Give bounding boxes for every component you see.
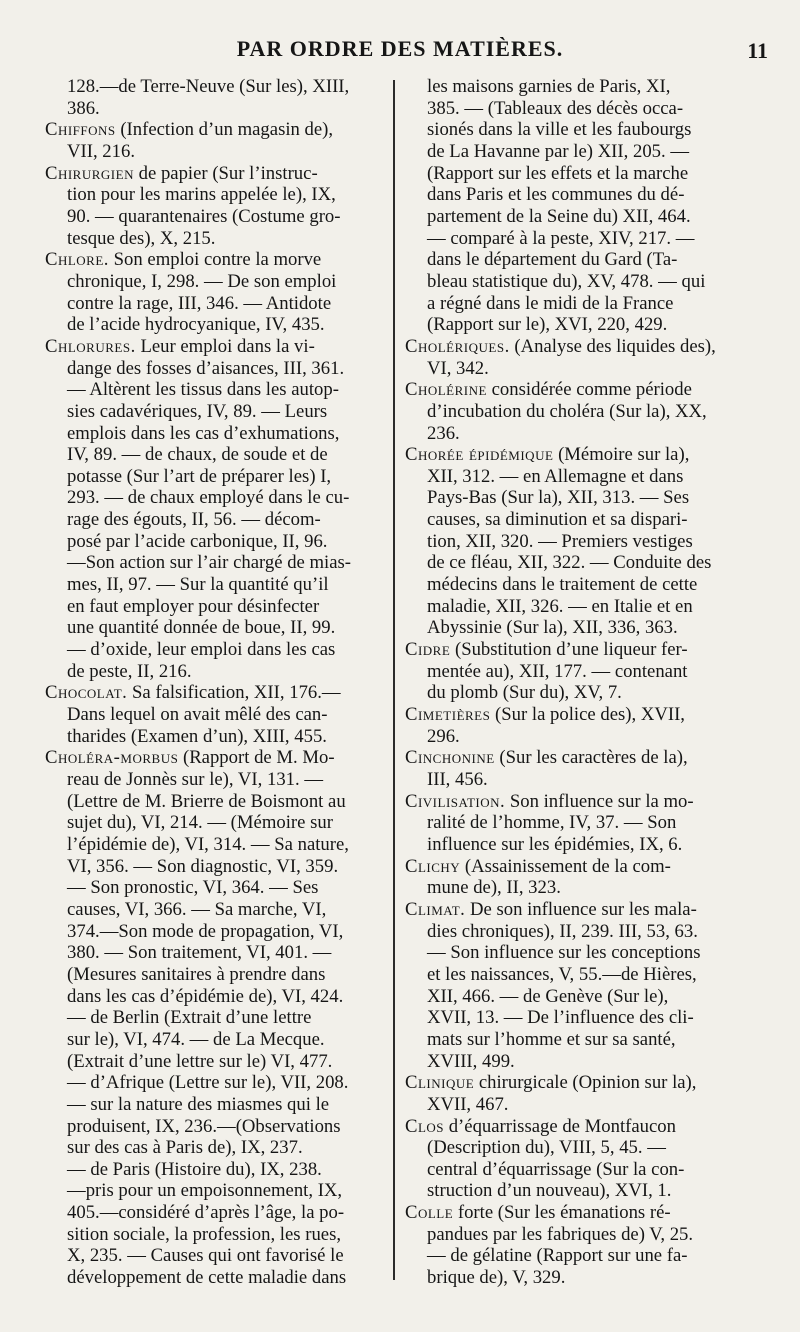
entry-line — [405, 552, 763, 574]
entry-line — [405, 1116, 763, 1138]
entry-line — [45, 141, 395, 163]
entry-text: (Assainissement de la com- — [460, 855, 671, 877]
entry-line — [405, 1267, 763, 1289]
entry-text: de l’acide hydrocyanique, IV, 435. — [67, 314, 325, 336]
entry-line — [45, 1007, 395, 1029]
entry-text: sur le), VI, 474. — de La Mecque. — [67, 1028, 325, 1050]
entry-text: développement de cette maladie dans — [67, 1267, 347, 1289]
entry-line — [45, 596, 395, 618]
entry-text: produisent, IX, 236.—(Observations — [67, 1115, 341, 1137]
left-column — [45, 76, 395, 1289]
entry-line — [405, 596, 763, 618]
entry-line — [405, 726, 763, 748]
entry-text: — de Paris (Histoire du), IX, 238. — [67, 1158, 322, 1180]
entry-text: —pris pour un empoisonnement, IX, — [67, 1180, 343, 1202]
entry-line — [405, 899, 763, 921]
entry-text: struction d’un nouveau), XVI, 1. — [427, 1180, 672, 1202]
entry-text: X, 235. — Causes qui ont favorisé le — [67, 1245, 344, 1267]
index-entry — [45, 336, 395, 683]
entry-text: 293. — de chaux employé dans le cu- — [67, 487, 350, 509]
entry-line — [45, 271, 395, 293]
entry-line — [45, 1245, 395, 1267]
entry-line — [405, 856, 763, 878]
index-entry — [45, 76, 395, 119]
entry-text: de ce fléau, XII, 322. — Conduite des — [427, 552, 712, 574]
entry-headword: Clinique — [405, 1072, 475, 1094]
entry-headword: Chiffons — [45, 119, 116, 141]
index-entry — [405, 639, 763, 704]
entry-line — [45, 769, 395, 791]
entry-line — [405, 487, 763, 509]
entry-text: (Rapport sur les effets et la marche — [427, 162, 689, 184]
entry-line — [405, 509, 763, 531]
entry-text: central d’équarrissage (Sur la con- — [427, 1158, 685, 1180]
entry-headword: Colle — [405, 1202, 454, 1224]
entry-text: emplois dans les cas d’exhumations, — [67, 422, 340, 444]
entry-headword: Chlore. — [45, 249, 109, 271]
entry-text: influence sur les épidémies, IX, 6. — [427, 833, 683, 855]
entry-text: maladie, XII, 326. — en Italie et en — [427, 595, 693, 617]
entry-line — [405, 682, 763, 704]
index-entry — [405, 704, 763, 747]
index-entry — [405, 444, 763, 639]
entry-text: (Rapport de M. Mo- — [178, 747, 335, 769]
entry-line — [45, 76, 395, 98]
page-header — [0, 32, 800, 72]
index-entry — [405, 336, 763, 379]
entry-text: 385. — (Tableaux des décès occa- — [427, 97, 684, 119]
entry-line — [45, 531, 395, 553]
index-entry — [45, 119, 395, 162]
entry-headword: Chocolat. — [45, 682, 128, 704]
entry-line — [45, 466, 395, 488]
entry-text: potasse (Sur l’art de préparer les) I, — [67, 465, 332, 487]
entry-line — [405, 163, 763, 185]
entry-text: bleau statistique du), XV, 478. — qui — [427, 270, 706, 292]
entry-line — [405, 76, 763, 98]
entry-text: chirurgicale (Opinion sur la), — [474, 1072, 697, 1094]
entry-line — [45, 163, 395, 185]
entry-line — [45, 379, 395, 401]
entry-line — [45, 1137, 395, 1159]
entry-line — [45, 358, 395, 380]
entry-line — [405, 531, 763, 553]
entry-line — [405, 1202, 763, 1224]
entry-text: de peste, II, 216. — [67, 660, 192, 682]
entry-line — [405, 444, 763, 466]
entry-text: tesque des), X, 215. — [67, 227, 216, 249]
entry-text: — sur la nature des miasmes qui le — [67, 1093, 330, 1115]
entry-text: de La Havanne par le) XII, 205. — — [427, 140, 690, 162]
entry-line — [405, 119, 763, 141]
index-entry — [45, 747, 395, 1288]
entry-line — [405, 921, 763, 943]
entry-text: mentée au), XII, 177. — contenant — [427, 660, 688, 682]
entry-line — [45, 899, 395, 921]
entry-line — [405, 791, 763, 813]
entry-line — [45, 184, 395, 206]
entry-line — [405, 184, 763, 206]
entry-line — [405, 379, 763, 401]
entry-line — [45, 942, 395, 964]
entry-line — [45, 1267, 395, 1289]
entry-text: (Lettre de M. Brierre de Boismont au — [67, 790, 346, 812]
entry-text: III, 456. — [427, 769, 488, 790]
entry-text: l’épidémie de), VI, 314. — Sa nature, — [67, 833, 349, 855]
entry-text: tion, XII, 320. — Premiers vestiges — [427, 530, 693, 552]
entry-text: d’incubation du choléra (Sur la), XX, — [427, 400, 707, 422]
entry-text: — Son pronostic, VI, 364. — Ses — [67, 877, 319, 899]
entry-line — [405, 336, 763, 358]
index-entry — [45, 249, 395, 336]
entry-text: Abyssinie (Sur la), XII, 336, 363. — [427, 617, 678, 639]
entry-text: sies cadavériques, IV, 89. — Leurs — [67, 400, 328, 422]
entry-line — [405, 423, 763, 445]
entry-line — [405, 1051, 763, 1073]
entry-line — [405, 1094, 763, 1116]
entry-text: dans le département du Gard (Ta- — [427, 249, 678, 271]
entry-line — [45, 487, 395, 509]
entry-line — [45, 812, 395, 834]
entry-text: dange des fosses d’aisances, III, 361. — [67, 357, 345, 379]
right-column — [405, 76, 763, 1289]
entry-line — [405, 1224, 763, 1246]
entry-text: (Mesures sanitaires à prendre dans — [67, 963, 326, 985]
entry-line — [45, 293, 395, 315]
entry-headword: Chlorures. — [45, 335, 136, 357]
entry-text: 90. — quarantenaires (Costume gro- — [67, 205, 341, 227]
entry-line — [45, 661, 395, 683]
entry-text: chronique, I, 298. — De son emploi — [67, 270, 337, 292]
entry-text: dans Paris et les communes du dé- — [427, 184, 685, 206]
entry-text: (Extrait d’une lettre sur le) VI, 477. — [67, 1050, 333, 1072]
entry-text: partement de la Seine du) XII, 464. — [427, 205, 691, 227]
entry-headword: Cidre — [405, 639, 451, 661]
entry-text: dans les cas d’épidémie de), VI, 424. — [67, 985, 344, 1007]
entry-line — [405, 617, 763, 639]
entry-text: mes, II, 97. — Sur la quantité qu’il — [67, 574, 329, 596]
entry-line — [45, 206, 395, 228]
entry-text: (Analyse des liquides des), — [509, 335, 716, 357]
entry-line — [45, 1202, 395, 1224]
entry-headword: Cinchonine — [405, 747, 495, 769]
entry-text: du plomb (Sur du), XV, 7. — [427, 682, 622, 704]
entry-text: forte (Sur les émanations ré- — [453, 1202, 671, 1224]
entry-text: XII, 466. — de Genève (Sur le), — [427, 985, 669, 1007]
entry-line — [405, 704, 763, 726]
entry-line — [405, 812, 763, 834]
entry-line — [45, 552, 395, 574]
index-entry — [45, 163, 395, 250]
entry-headword: Civilisation. — [405, 790, 506, 812]
index-entry — [405, 379, 763, 444]
entry-line — [405, 834, 763, 856]
entry-line — [45, 423, 395, 445]
entry-text: (Description du), VIII, 5, 45. — — [427, 1137, 666, 1159]
entry-line — [405, 466, 763, 488]
entry-text: dies chroniques), II, 239. III, 53, 63. — [427, 920, 698, 942]
entry-line — [405, 228, 763, 250]
entry-text: mune de), II, 323. — [427, 877, 561, 899]
entry-line — [405, 747, 763, 769]
entry-text: — de Berlin (Extrait d’une lettre — [67, 1007, 312, 1029]
entry-text: tion pour les marins appelée le), IX, — [67, 184, 336, 206]
index-entry — [405, 1202, 763, 1289]
entry-line — [45, 791, 395, 813]
entry-text: VII, 216. — [67, 140, 135, 162]
entry-line — [45, 639, 395, 661]
entry-line — [45, 964, 395, 986]
entry-line — [405, 249, 763, 271]
index-entry — [405, 856, 763, 899]
entry-text: Leur emploi dans la vi- — [135, 335, 315, 357]
entry-text: (Rapport sur le), XVI, 220, 429. — [427, 314, 668, 336]
entry-text: sujet du), VI, 214. — (Mémoire sur — [67, 812, 333, 834]
entry-text: tharides (Examen d’un), XIII, 455. — [67, 725, 327, 747]
entry-text: et les naissances, V, 55.—de Hières, — [427, 963, 697, 985]
page-number: 11 — [747, 38, 768, 63]
entry-text: Sa falsification, XII, 176.— — [127, 682, 341, 704]
entry-line — [45, 704, 395, 726]
entry-line — [405, 271, 763, 293]
entry-text: (Substitution d’une liqueur fer- — [450, 639, 688, 661]
entry-text: pandues par les fabriques de) V, 25. — [427, 1223, 694, 1245]
entry-text: VI, 356. — Son diagnostic, VI, 359. — [67, 855, 339, 877]
entry-headword: Cholériques. — [405, 335, 510, 357]
entry-line — [405, 877, 763, 899]
entry-text: XVIII, 499. — [427, 1050, 515, 1072]
entry-text: XVII, 467. — [427, 1093, 509, 1115]
entry-line — [405, 942, 763, 964]
entry-headword: Cimetières — [405, 704, 491, 726]
entry-text: causes, sa diminution et sa dispari- — [427, 509, 688, 531]
entry-line — [45, 574, 395, 596]
entry-line — [405, 1159, 763, 1181]
entry-line — [45, 1094, 395, 1116]
entry-headword: Choléra-morbus — [45, 747, 179, 769]
entry-text: reau de Jonnès sur le), VI, 131. — — [67, 769, 324, 790]
entry-text: (Sur les caractères de la), — [494, 747, 688, 769]
entry-text: — d’oxide, leur emploi dans les cas — [67, 639, 336, 661]
entry-text: — Son influence sur les conceptions — [427, 942, 701, 964]
entry-line — [405, 1007, 763, 1029]
entry-line — [405, 1180, 763, 1202]
entry-line — [405, 661, 763, 683]
entry-headword: Chirurgien — [45, 162, 134, 184]
entry-line — [45, 1029, 395, 1051]
entry-line — [45, 1180, 395, 1202]
entry-text: —Son action sur l’air chargé de mias- — [67, 552, 352, 574]
entry-line — [45, 617, 395, 639]
entry-line — [45, 119, 395, 141]
entry-text: causes, VI, 366. — Sa marche, VI, — [67, 898, 327, 920]
entry-text: Son emploi contre la morve — [108, 249, 322, 271]
entry-text: sur des cas à Paris de), IX, 237. — [67, 1137, 303, 1159]
entry-headword: Climat. — [405, 898, 466, 920]
entry-text: Dans lequel on avait mêlé des can- — [67, 704, 328, 726]
entry-headword: Cholérine — [405, 379, 487, 401]
entry-text: de papier (Sur l’instruc- — [133, 162, 318, 184]
entry-line — [405, 639, 763, 661]
entry-text: 128.—de Terre-Neuve (Sur les), XIII, — [67, 76, 350, 97]
entry-line — [45, 509, 395, 531]
index-entry — [405, 76, 763, 336]
entry-line — [45, 1051, 395, 1073]
entry-text: 405.—considéré d’après l’âge, la po- — [67, 1202, 345, 1224]
entry-text: ralité de l’homme, IV, 37. — Son — [427, 812, 677, 834]
entry-line — [405, 1029, 763, 1051]
index-entry — [405, 1116, 763, 1203]
entry-text: a régné dans le midi de la France — [427, 292, 674, 314]
index-entry — [405, 1072, 763, 1115]
entry-line — [405, 986, 763, 1008]
entry-line — [405, 769, 763, 791]
entry-text: une quantité donnée de boue, II, 99. — [67, 617, 336, 639]
entry-text: contre la rage, III, 346. — Antidote — [67, 292, 332, 314]
entry-line — [405, 401, 763, 423]
entry-line — [45, 98, 395, 120]
entry-line — [45, 726, 395, 748]
entry-line — [405, 141, 763, 163]
entry-text: — d’Afrique (Lettre sur le), VII, 208. — [67, 1072, 349, 1094]
entry-text: les maisons garnies de Paris, XI, — [427, 76, 671, 97]
entry-text: posé par l’acide carbonique, II, 96. — [67, 530, 328, 552]
entry-text: 386. — [67, 97, 100, 119]
entry-text: VI, 342. — [427, 357, 489, 379]
index-entry — [405, 747, 763, 790]
entry-line — [45, 249, 395, 271]
entry-line — [45, 314, 395, 336]
entry-text: d’équarrissage de Montfaucon — [444, 1115, 676, 1137]
entry-line — [405, 293, 763, 315]
entry-text: — comparé à la peste, XIV, 217. — — [427, 227, 695, 249]
entry-line — [405, 574, 763, 596]
entry-line — [45, 228, 395, 250]
entry-line — [45, 834, 395, 856]
entry-text: mats sur l’homme et sur sa santé, — [427, 1028, 676, 1050]
entry-line — [45, 336, 395, 358]
entry-line — [405, 1245, 763, 1267]
entry-line — [45, 747, 395, 769]
entry-line — [45, 1224, 395, 1246]
index-entry — [45, 682, 395, 747]
entry-text: IV, 89. — de chaux, de soude et de — [67, 444, 328, 466]
entry-text: XVII, 13. — De l’influence des cli- — [427, 1007, 694, 1029]
entry-text: considérée comme période — [486, 379, 692, 401]
entry-line — [45, 856, 395, 878]
entry-text: 374.—Son mode de propagation, VI, — [67, 920, 344, 942]
entry-text: 236. — [427, 422, 460, 444]
entry-text: sition sociale, la profession, les rues, — [67, 1223, 342, 1245]
entry-line — [45, 1072, 395, 1094]
entry-text: — Altèrent les tissus dans les autop- — [67, 379, 339, 401]
entry-text: médecins dans le traitement de cette — [427, 574, 698, 596]
entry-text: rage des égouts, II, 56. — décom- — [67, 509, 321, 531]
entry-text: 380. — Son traitement, VI, 401. — — [67, 942, 332, 964]
running-title: PAR ORDRE DES MATIÈRES. — [236, 36, 564, 61]
entry-headword: Clos — [405, 1115, 445, 1137]
entry-line — [45, 1116, 395, 1138]
entry-text: Pays-Bas (Sur la), XII, 313. — Ses — [427, 487, 690, 509]
entry-text: — de gélatine (Rapport sur une fa- — [427, 1245, 688, 1267]
entry-text: (Mémoire sur la), — [553, 444, 690, 466]
entry-text: (Infection d’un magasin de), — [115, 119, 334, 141]
entry-line — [45, 986, 395, 1008]
entry-line — [45, 401, 395, 423]
entry-text: sionés dans la ville et les faubourgs — [427, 119, 692, 141]
entry-text: Son influence sur la mo- — [505, 790, 694, 812]
entry-line — [45, 877, 395, 899]
entry-line — [405, 206, 763, 228]
entry-line — [405, 1137, 763, 1159]
entry-line — [405, 358, 763, 380]
entry-text: (Sur la police des), XVII, — [490, 704, 685, 726]
entry-text: De son influence sur les mala- — [465, 898, 697, 920]
entry-headword: Clichy — [405, 855, 461, 877]
index-entry — [405, 791, 763, 856]
entry-line — [45, 682, 395, 704]
entry-line — [405, 314, 763, 336]
entry-text: XII, 312. — en Allemagne et dans — [427, 465, 684, 487]
entry-text: en faut employer pour désinfecter — [67, 595, 320, 617]
entry-line — [45, 1159, 395, 1181]
index-entry — [405, 899, 763, 1072]
entry-text: 296. — [427, 725, 460, 747]
entry-line — [45, 444, 395, 466]
entry-line — [405, 98, 763, 120]
entry-line — [405, 964, 763, 986]
entry-headword: Chorée épidémique — [405, 444, 554, 466]
entry-text: brique de), V, 329. — [427, 1267, 566, 1289]
entry-line — [405, 1072, 763, 1094]
entry-line — [45, 921, 395, 943]
